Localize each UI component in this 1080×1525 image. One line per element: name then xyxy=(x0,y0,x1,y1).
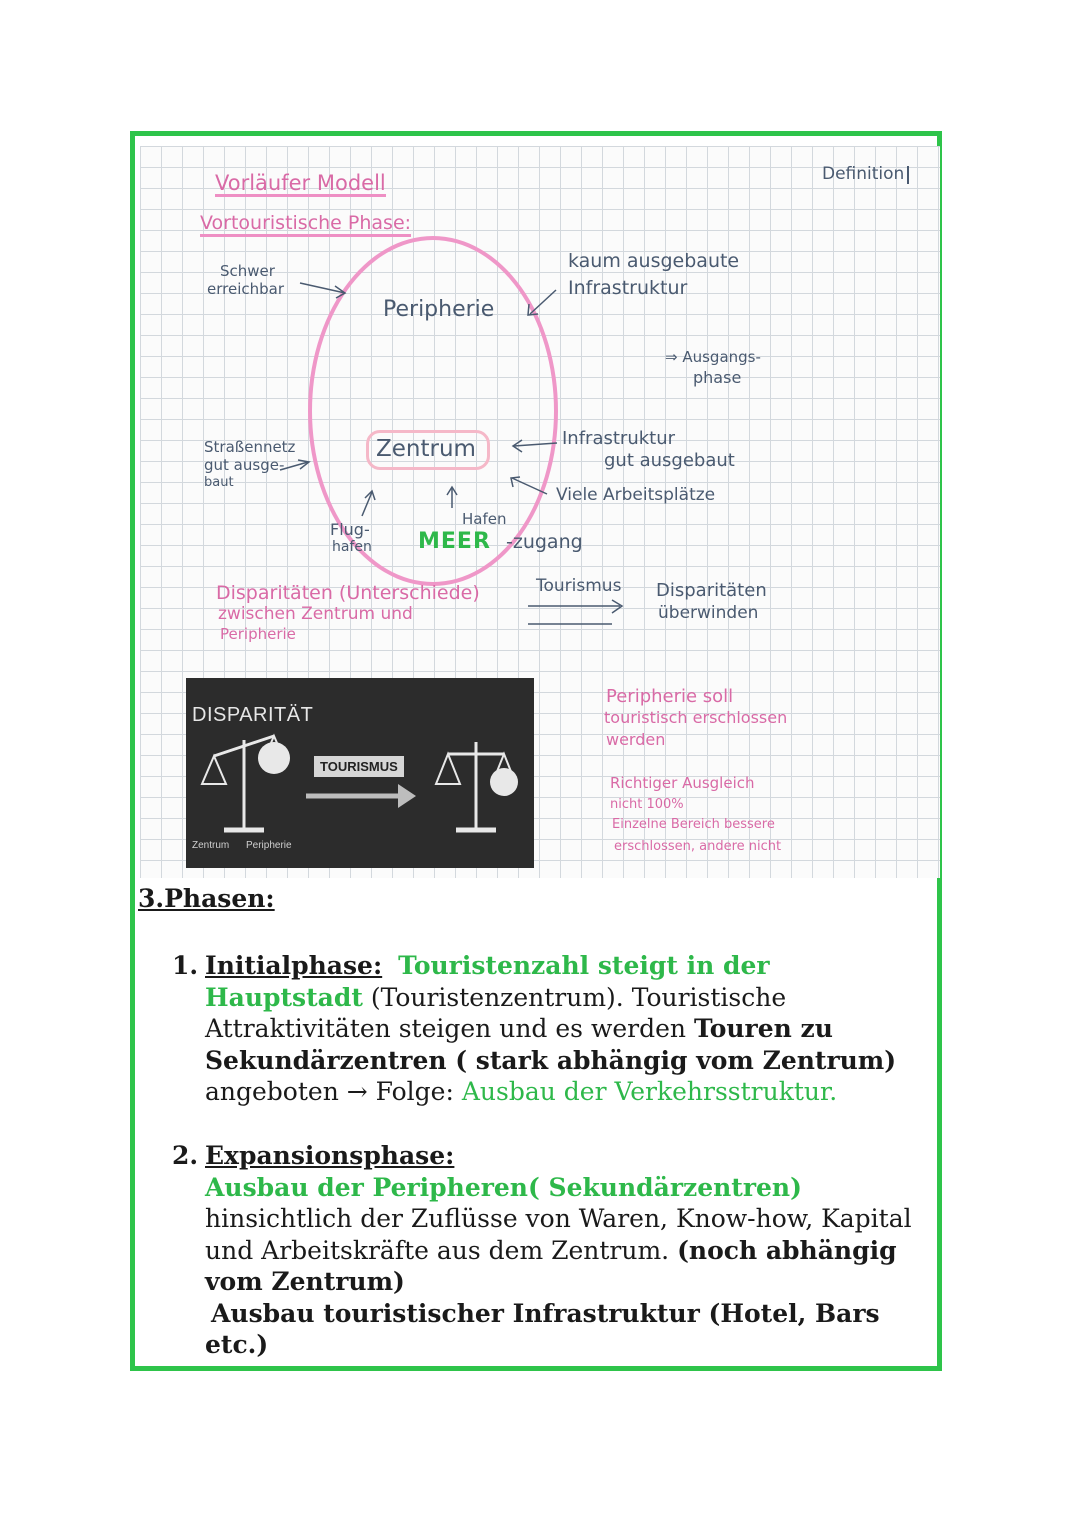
note-ausgang-2: phase xyxy=(693,368,742,387)
photo-label-peripherie: Peripherie xyxy=(246,840,292,851)
label-zentrum: Zentrum xyxy=(376,436,476,462)
phase-expansion-number: 2. xyxy=(172,1141,199,1170)
note-infra-1: Infrastruktur xyxy=(562,428,676,449)
phase-expansion-term: Expansionsphase: xyxy=(205,1141,455,1170)
phase-initial-text2: angeboten → Folge: xyxy=(205,1077,462,1106)
phase-expansion-bold1: (noch abhängig vom Zentrum) xyxy=(205,1235,897,1296)
phase-initial-bold1: Touren zu Sekundärzentren ( stark abhängig vom Zentrum) xyxy=(205,1014,897,1075)
phase-initial-text1: (Touristenzentrum). Touristische Attraktivitäten steigen und es werden xyxy=(205,982,787,1043)
note-side-2: touristisch erschlossen xyxy=(604,708,788,727)
note-side-1: Peripherie soll xyxy=(606,686,734,707)
note-side-5: nicht 100% xyxy=(610,797,684,812)
note-zugang: -zugang xyxy=(506,531,583,553)
note-disparitaeten-3: Peripherie xyxy=(220,625,296,643)
phase-expansion-bold2: Ausbau touristischer Infrastruktur (Hotel, Bars etc.) xyxy=(205,1298,880,1359)
note-flug-1: Flug- xyxy=(330,520,370,539)
note-kaum-1: kaum ausgebaute xyxy=(568,250,740,272)
note-disp-ueber-2: überwinden xyxy=(658,603,759,623)
note-disparitaeten-1: Disparitäten (Unterschiede) xyxy=(216,582,480,604)
phase-expansion-green1: Ausbau der Peripheren( Sekundärzentren) xyxy=(205,1172,802,1202)
note-hafen: Hafen xyxy=(462,510,507,528)
note-side-3: werden xyxy=(606,730,666,749)
note-ausgang-1: ⇒ Ausgangs- xyxy=(665,348,761,366)
note-flug-2: hafen xyxy=(332,539,372,555)
note-disp-ueber-1: Disparitäten xyxy=(656,580,767,601)
note-side-4: Richtiger Ausgleich xyxy=(610,774,755,792)
phase-initial-term: Initialphase: xyxy=(205,951,383,980)
phase-initial-green2: Ausbau der Verkehrsstruktur. xyxy=(461,1077,838,1106)
photo-label-zentrum: Zentrum xyxy=(192,840,230,851)
section-heading: 3.Phasen: xyxy=(138,884,275,913)
label-peripherie: Peripherie xyxy=(383,297,495,322)
note-kaum-2: Infrastruktur xyxy=(568,277,688,299)
note-infra-2: gut ausgebaut xyxy=(604,450,735,471)
phase-initial-number: 1. xyxy=(172,951,199,980)
note-strassen-2: gut ausge- xyxy=(204,456,285,474)
note-side-7: erschlossen, andere nicht xyxy=(614,839,782,854)
note-schwer-2: erreichbar xyxy=(207,280,284,298)
note-subtitle: Vortouristische Phase: xyxy=(200,214,411,237)
phase-initial-green1: Touristenzahl steigt in der Hauptstadt xyxy=(205,951,770,1012)
note-side-6: Einzelne Bereich bessere xyxy=(612,817,775,832)
phase-initial xyxy=(172,950,922,1108)
photo-tag: TOURISMUS xyxy=(314,756,404,777)
note-arbeit: Viele Arbeitsplätze xyxy=(556,485,716,505)
note-schwer-1: Schwer xyxy=(220,262,275,280)
phase-expansion-text1: hinsichtlich der Zuflüsse von Waren, Know-how, Kapital und Arbeitskräfte aus dem Zentrum. xyxy=(205,1204,912,1265)
note-title: Vorläufer Modell xyxy=(215,172,386,197)
note-strassen-1: Straßennetz xyxy=(204,438,296,456)
photo-title: DISPARITÄT xyxy=(192,704,314,726)
note-strassen-3: baut xyxy=(204,475,234,490)
phase-expansion xyxy=(172,1140,922,1361)
note-meer: MEER xyxy=(418,529,491,554)
note-tourismus: Tourismus xyxy=(536,576,622,596)
definition-label: Definition xyxy=(822,166,909,184)
note-disparitaeten-2: zwischen Zentrum und xyxy=(218,604,413,624)
